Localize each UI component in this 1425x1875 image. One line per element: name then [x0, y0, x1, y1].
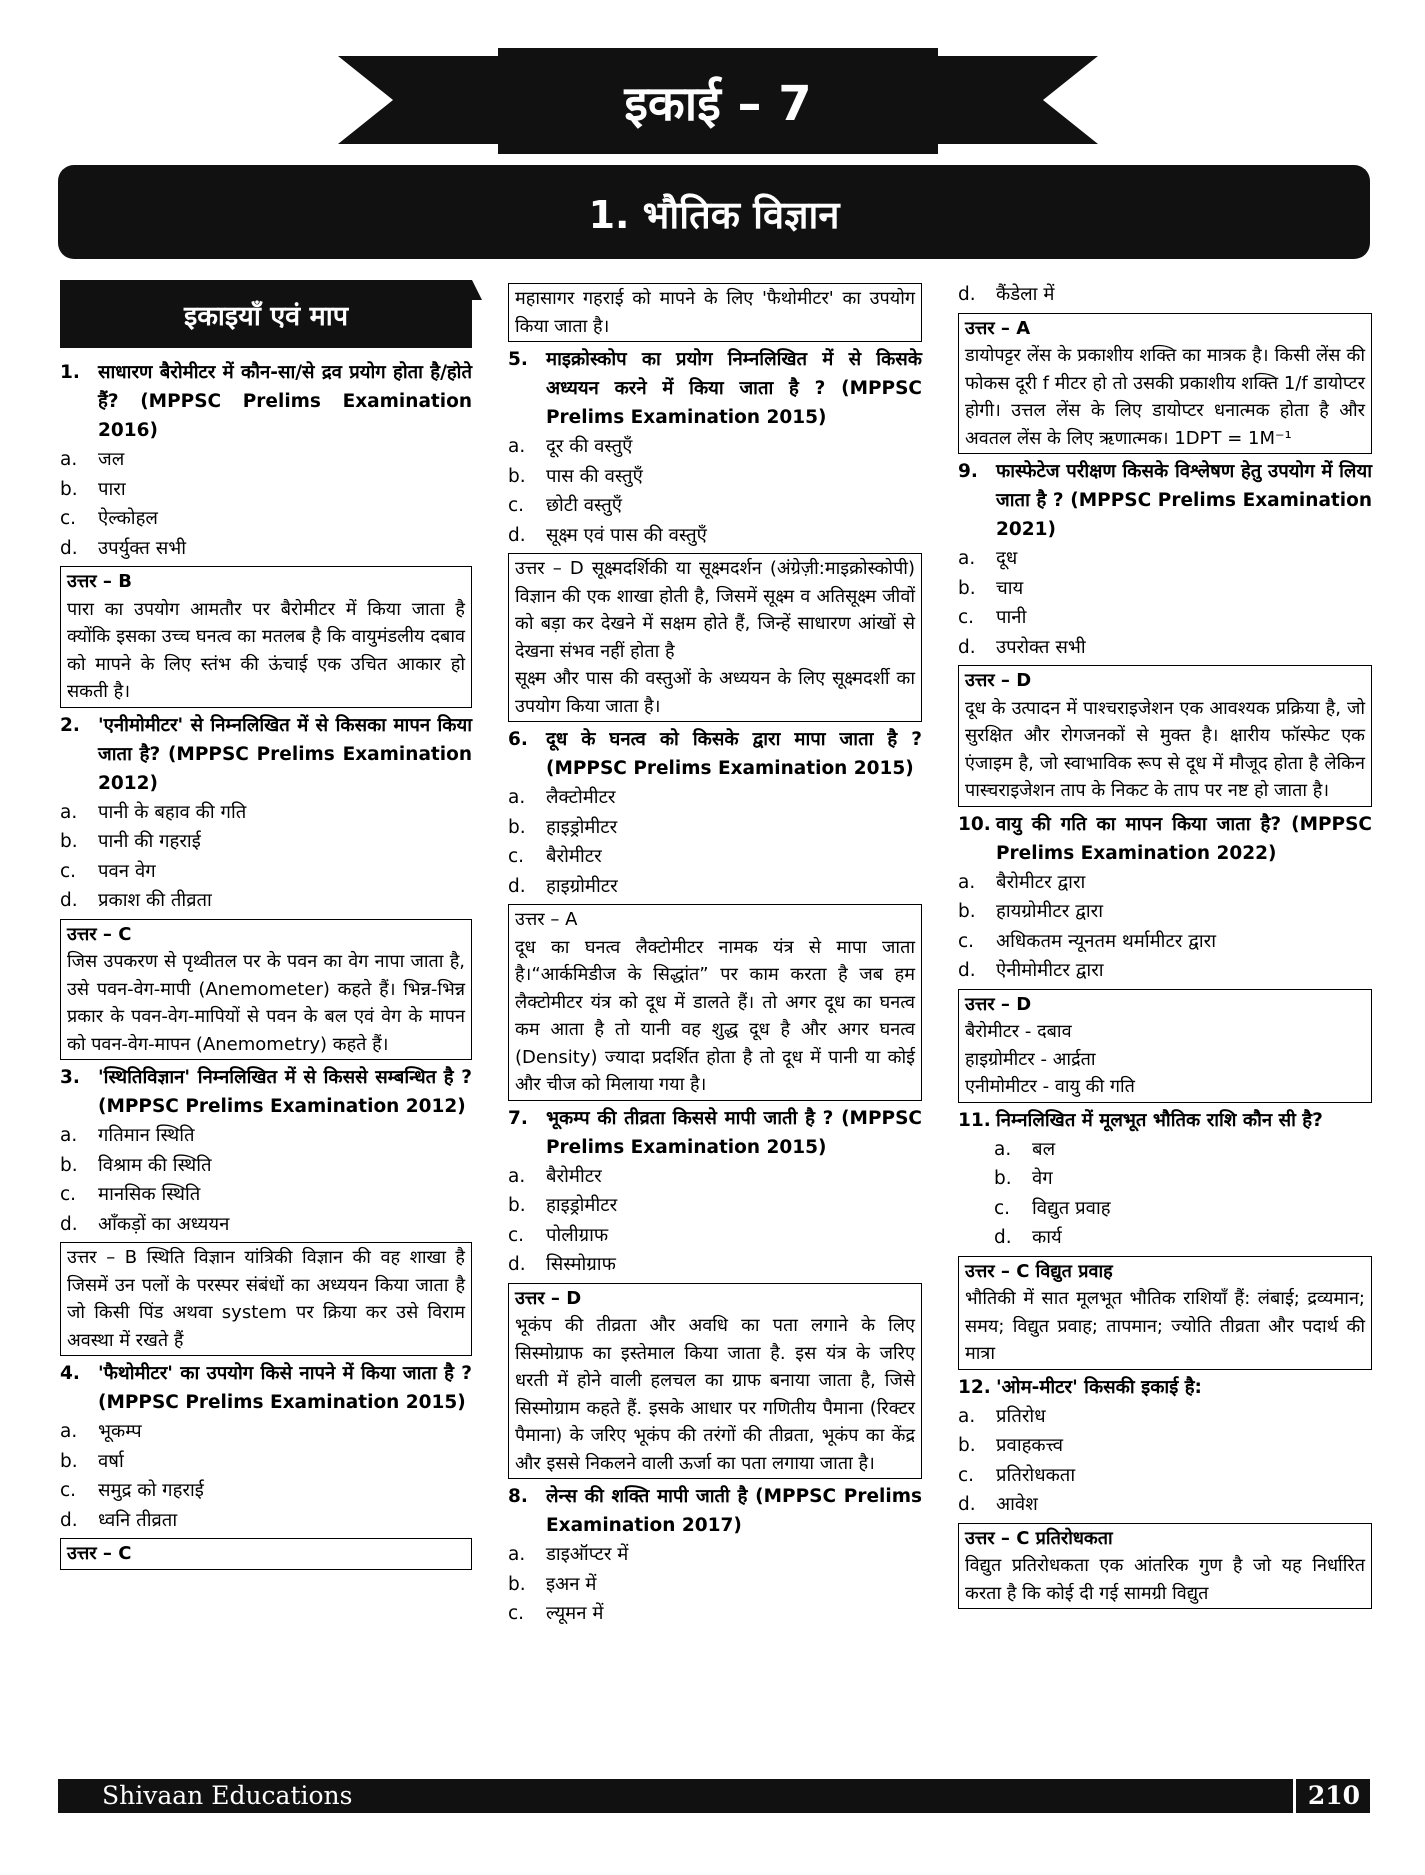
option-text: उपरोक्त सभी — [996, 636, 1086, 658]
option-letter: d. — [60, 1213, 78, 1235]
chapter-header — [58, 165, 1370, 259]
option — [60, 1476, 472, 1506]
option-letter: d. — [958, 636, 976, 658]
answer-label: उत्तर – B — [67, 571, 132, 592]
option-letter: d. — [958, 284, 976, 305]
answer-explanation: विद्युत प्रतिरोधकता एक आंतरिक गुण है जो यह निर्धारित करता है कि कोई दी गई सामग्री विद्युत — [965, 1555, 1365, 1604]
option — [958, 1402, 1372, 1432]
option-letter: b. — [508, 1195, 526, 1216]
option-text: चाय — [996, 577, 1024, 599]
question-text: साधारण बैरोमीटर में कौन-सा/से द्रव प्रयोग होता है/होते हैं? (MPPSC Prelims Examination 2016) — [98, 362, 472, 441]
option-letter: c. — [958, 930, 975, 952]
column-3 — [958, 280, 1372, 1612]
option-text: पानी की गहराई — [98, 831, 201, 852]
option-letter: a. — [60, 1421, 78, 1442]
option-text: पास की वस्तुएँ — [546, 465, 643, 487]
option — [508, 432, 922, 462]
option — [958, 1164, 1372, 1194]
option — [60, 475, 472, 505]
page-number: 210 — [1293, 1779, 1360, 1813]
option — [958, 1223, 1372, 1253]
option — [60, 504, 472, 534]
answer-label: उत्तर – D — [515, 1287, 582, 1309]
question-text: वायु की गति का मापन किया जाता है? (MPPSC Prelims Examination 2022) — [996, 813, 1372, 864]
option-text: जल — [98, 449, 125, 470]
answer-box-4 — [60, 1538, 472, 1570]
answer-explanation: पारा का उपयोग आमतौर पर बैरोमीटर में किया जाता है क्योंकि इसका उच्च घनत्व का मतलब है कि वायुमंडलीय दबाव को मापने के लिए स्तंभ की ऊंचाई एक उचित आकार हो सकती है। — [67, 598, 465, 702]
answer-explanation: सूक्ष्मदर्शिकी या सूक्ष्मदर्शन (अंग्रेज़ी:माइक्रोस्कोपी) विज्ञान की एक शाखा होती है, जिसमें सूक्ष्म व अतिसूक्ष्म जीवों को बड़ा कर देखने में सक्षम होते हैं, जिन्हें साधारण आंखों से देखना संभव नहीं होता है — [515, 558, 915, 662]
option — [60, 827, 472, 857]
answer-label: उत्तर – B — [67, 1247, 138, 1268]
option-letter: b. — [60, 1450, 78, 1472]
question-number: 9. — [958, 461, 978, 482]
option-letter: a. — [958, 871, 976, 893]
answer-label: उत्तर – C — [67, 1543, 132, 1564]
answer-box-2 — [60, 919, 472, 1061]
option-letter: c. — [508, 1603, 525, 1624]
option-letter: c. — [60, 1184, 77, 1205]
option — [508, 1250, 922, 1280]
option-letter: a. — [958, 548, 976, 569]
option-text: भूकम्प — [98, 1421, 142, 1442]
option — [60, 1506, 472, 1536]
option-text: कार्य — [1032, 1227, 1062, 1248]
answer-label: उत्तर – C विद्युत प्रवाह — [965, 1260, 1113, 1282]
option-letter: b. — [958, 1435, 976, 1456]
option-letter: c. — [60, 1480, 77, 1501]
question-number: 3. — [60, 1067, 80, 1088]
option-text: बैरोमीटर — [546, 846, 602, 867]
option-text: सूक्ष्म एवं पास की वस्तुएँ — [546, 524, 707, 546]
question-5 — [508, 345, 922, 432]
option-text: इअन में — [546, 1573, 597, 1595]
option-letter: b. — [60, 1154, 78, 1176]
option — [60, 445, 472, 475]
answer-explanation: महासागर गहराई को मापने के लिए 'फैथोमीटर' का उपयोग किया जाता है। — [515, 288, 915, 337]
chapter-title: 1. भौतिक विज्ञान — [588, 193, 840, 237]
option-letter: d. — [958, 1494, 976, 1515]
option-letter: a. — [508, 436, 526, 457]
option-text: मानसिक स्थिति — [98, 1184, 201, 1205]
option-text: पारा — [98, 478, 126, 500]
option — [958, 868, 1372, 898]
answer-explanation-2: सूक्ष्म और पास की वस्तुओं के अध्ययन के लिए सूक्ष्मदर्शी का उपयोग किया जाता है। — [515, 668, 915, 717]
option — [60, 534, 472, 564]
option — [60, 1210, 472, 1240]
option — [958, 1461, 1372, 1491]
question-text: लेन्स की शक्ति मापी जाती है (MPPSC Prelims Examination 2017) — [546, 1486, 922, 1536]
option-text: पोलीग्राफ — [546, 1224, 609, 1246]
question-11 — [958, 1106, 1372, 1135]
question-number: 8. — [508, 1486, 528, 1507]
option-letter: d. — [508, 875, 526, 897]
option-text: वर्षा — [98, 1450, 124, 1472]
option-text: आवेश — [996, 1494, 1038, 1515]
question-number: 2. — [60, 714, 80, 736]
option — [60, 886, 472, 916]
answer-box-5 — [508, 553, 922, 722]
option-text: विद्युत प्रवाह — [1032, 1197, 1111, 1219]
option-text: बैरोमीटर द्वारा — [996, 871, 1086, 893]
option-text: छोटी वस्तुएँ — [546, 495, 623, 516]
option-letter: a. — [60, 449, 78, 470]
answer-explanation: भौतिकी में सात मूलभूत भौतिक राशियाँ हैं: लंबाई; द्रव्यमान; समय; विद्युत प्रवाह; तापमान; ज्योति तीव्रता और पदार्थ की मात्रा — [965, 1288, 1365, 1364]
option-letter: c. — [958, 607, 975, 628]
option-letter: c. — [508, 1224, 525, 1246]
option — [958, 1135, 1372, 1165]
option — [958, 927, 1372, 957]
question-number: 10. — [958, 813, 991, 835]
answer-explanation: भूकंप की तीव्रता और अवधि का पता लगाने के लिए सिस्मोग्राफ का इस्तेमाल किया जाता है. इस यंत्र के जरिए धरती में होने वाली हलचल का ग्राफ बनाया जाता है, जिसे सिस्मोग्राम कहते हैं. इसके आधार पर गणितीय पैमाना (रिक्टर पैमाना) के जरिए भूकंप की तरंगों की तीव्रता, भूकंप का केंद्र और इससे निकलने वाली ऊर्जा का पता लगाया जाता है। — [515, 1315, 915, 1474]
question-text: 'ओम-मीटर' किसकी इकाई है: — [996, 1376, 1202, 1398]
option-text: आँकड़ों का अध्ययन — [98, 1213, 230, 1235]
option — [958, 633, 1372, 663]
option — [60, 857, 472, 887]
unit-title: इकाई – 7 — [624, 76, 812, 132]
answer-label: उत्तर – A — [965, 317, 1031, 339]
option-letter: b. — [508, 1573, 526, 1595]
option-letter: d. — [508, 524, 526, 546]
option-text: पानी — [996, 607, 1027, 628]
option-text: लैक्टोमीटर — [546, 787, 616, 808]
option-letter: d. — [508, 1254, 526, 1275]
question-8 — [508, 1482, 922, 1540]
option — [508, 462, 922, 492]
question-2 — [60, 711, 472, 798]
option-text: प्रतिरोध — [996, 1405, 1046, 1427]
option — [60, 1447, 472, 1477]
answer-label: उत्तर – C — [67, 923, 132, 945]
option-letter: a. — [994, 1138, 1012, 1160]
option-text: हाइड्रोमीटर — [546, 816, 618, 838]
answer-box-11 — [958, 1256, 1372, 1370]
option — [508, 783, 922, 813]
option-letter: b. — [60, 831, 78, 852]
option-text: सिस्मोग्राफ — [546, 1254, 616, 1275]
answer-explanation: स्थिति विज्ञान यांत्रिकी विज्ञान की वह शाखा है जिसमें उन पलों के परस्पर संबंधों का अध्ययन किया जाता है जो किसी पिंड अथवा system पर क्रिया कर उसे विराम अवस्था में रखते हैं — [67, 1247, 465, 1351]
answer-explanation: दूध का घनत्व लैक्टोमीटर नामक यंत्र से मापा जाता है।“आर्कमिडीज के सिद्धांत” पर काम करता है जब हम लैक्टोमीटर यंत्र को दूध में डालते हैं। तो अगर दूध का घनत्व कम आता है तो यानी वह शुद्ध दूध है और अगर घनत्व (Density) ज्यादा प्रदर्शित होता है तो दूध में पानी या कोई और चीज को मिलाया गया है। — [515, 936, 915, 1095]
option-text: दूर की वस्तुएँ — [546, 436, 633, 457]
option-text: ल्यूमन में — [546, 1603, 604, 1624]
question-9 — [958, 457, 1372, 544]
option-text: विश्राम की स्थिति — [98, 1154, 212, 1176]
option — [958, 1490, 1372, 1520]
answer-box-8 — [958, 313, 1372, 455]
answer-label: उत्तर – C प्रतिरोधकता — [965, 1527, 1113, 1549]
option-letter: d. — [60, 1509, 78, 1531]
option-text: पानी के बहाव की गति — [98, 801, 247, 823]
question-text: दूध के घनत्व को किसके द्वारा मापा जाता है ? (MPPSC Prelims Examination 2015) — [546, 729, 922, 779]
option-letter: b. — [958, 901, 976, 922]
option-text: दूध — [996, 548, 1018, 569]
option-text: उपर्युक्त सभी — [98, 537, 187, 559]
question-number: 5. — [508, 349, 528, 370]
option-letter: b. — [958, 577, 976, 599]
question-number: 12. — [958, 1376, 991, 1398]
column-1 — [60, 280, 472, 1573]
answer-label: उत्तर – D — [965, 670, 1032, 691]
option-text: ऐल्कोहल — [98, 508, 158, 529]
option-text: हाइड्रोमीटर — [546, 1195, 618, 1216]
option — [60, 1121, 472, 1151]
question-number: 11. — [958, 1109, 991, 1131]
option — [958, 1194, 1372, 1224]
answer-box-12 — [958, 1523, 1372, 1610]
option-letter: c. — [994, 1197, 1011, 1219]
question-6 — [508, 725, 922, 783]
option-text: बल — [1032, 1138, 1056, 1160]
question-text: भूकम्प की तीव्रता किससे मापी जाती है ? (MPPSC Prelims Examination 2015) — [546, 1107, 922, 1158]
answer-box-1 — [60, 566, 472, 708]
answer-box-9 — [958, 665, 1372, 807]
options-indented — [958, 1135, 1372, 1253]
option — [508, 1162, 922, 1192]
answer-explanation: डायोपट्टर लेंस के प्रकाशीय शक्ति का मात्रक है। किसी लेंस की फोकस दूरी f मीटर हो तो उसकी प्रकाशीय शक्ति 1/f डायोप्टर होगी। उत्तल लेंस के लिए डायोप्टर धनात्मक होता है और अवतल लेंस के लिए ऋणात्मक। 1DPT = 1M⁻¹ — [965, 345, 1365, 449]
option-text: गतिमान स्थिति — [98, 1125, 195, 1146]
option — [958, 897, 1372, 927]
answer-line: एनीमोमीटर - वायु की गति — [965, 1076, 1135, 1097]
answer-label: उत्तर – D — [965, 993, 1032, 1015]
question-text: 'फैथोमीटर' का उपयोग किसे नापने में किया जाता है ? (MPPSC Prelims Examination 2015) — [98, 1363, 472, 1413]
option — [60, 1180, 472, 1210]
option-text: पवन वेग — [98, 860, 156, 882]
option-letter: a. — [958, 1405, 976, 1427]
option-letter: d. — [958, 960, 976, 981]
question-4 — [60, 1359, 472, 1417]
option-letter: b. — [508, 816, 526, 838]
option-letter: a. — [508, 787, 526, 808]
option-text: प्रवाहकत्त्व — [996, 1435, 1064, 1456]
option-letter: c. — [60, 508, 77, 529]
option-letter: c. — [958, 1464, 975, 1486]
option-letter: d. — [60, 537, 78, 559]
question-3 — [60, 1063, 472, 1121]
answer-explanation: दूध के उत्पादन में पाश्चराइजेशन एक आवश्यक प्रक्रिया है, जो सुरक्षित और रोगजनकों से मुक्त है। क्षारीय फॉस्फेट एक एंजाइम है, जो स्वाभाविक रूप से दूध में मौजूद होता है लेकिन पास्चराइजेशन ताप के निकट के ताप पर नष्ट हो जाता है। — [965, 697, 1365, 801]
column-2 — [508, 280, 922, 1629]
option-text: हायग्रोमीटर द्वारा — [996, 901, 1103, 922]
option-letter: d. — [60, 890, 78, 911]
answer-box-6 — [508, 904, 922, 1101]
option — [508, 521, 922, 551]
option-letter: b. — [994, 1168, 1012, 1189]
answer-line: हाइग्रोमीटर - आर्द्रता — [965, 1048, 1096, 1070]
option — [508, 1570, 922, 1600]
option-letter: a. — [60, 1125, 78, 1146]
answer-label: उत्तर – D — [515, 558, 584, 579]
option — [508, 842, 922, 872]
option-text: बैरोमीटर — [546, 1165, 602, 1187]
option — [958, 280, 1372, 310]
question-number: 7. — [508, 1107, 528, 1129]
option-letter: d. — [994, 1227, 1012, 1248]
question-text: माइक्रोस्कोप का प्रयोग निम्नलिखित में से किसके अध्ययन करने में किया जाता है ? (MPPSC Prelims Examination 2015) — [546, 349, 922, 428]
option — [508, 872, 922, 902]
option-text: कैंडेला में — [996, 284, 1055, 305]
question-text: फास्फेटेज परीक्षण किसके विश्लेषण हेतु उपयोग में लिया जाता है ? (MPPSC Prelims Examination 2021) — [996, 461, 1372, 540]
option-text: ध्वनि तीव्रता — [98, 1509, 178, 1531]
option — [60, 798, 472, 828]
question-text: 'एनीमोमीटर' से निम्नलिखित में से किसका मापन किया जाता है? (MPPSC Prelims Examination 2012) — [98, 714, 472, 794]
unit-banner — [338, 48, 1098, 160]
option — [60, 1151, 472, 1181]
answer-box-10 — [958, 989, 1372, 1103]
question-10 — [958, 810, 1372, 868]
option-letter: a. — [60, 801, 78, 823]
option — [958, 603, 1372, 633]
option-text: समुद्र को गहराई — [98, 1480, 204, 1501]
option — [508, 491, 922, 521]
option-text: ऐनीमोमीटर द्वारा — [996, 960, 1104, 981]
option-letter: b. — [508, 465, 526, 487]
option — [958, 1431, 1372, 1461]
option-letter: c. — [508, 495, 525, 516]
question-number: 4. — [60, 1363, 80, 1384]
option-text: प्रतिरोधकता — [996, 1464, 1076, 1486]
answer-box-3 — [60, 1242, 472, 1356]
option — [508, 1221, 922, 1251]
option — [958, 574, 1372, 604]
option — [60, 1417, 472, 1447]
footer-brand: Shivaan Educations — [102, 1781, 353, 1810]
option — [508, 1191, 922, 1221]
option-text: डाइऑप्टर में — [546, 1544, 629, 1565]
answer-explanation: जिस उपकरण से पृथ्वीतल पर के पवन का वेग नापा जाता है, उसे पवन-वेग-मापी (Anemometer) कहते हैं। भिन्न-भिन्न प्रकार के पवन-वेग-मापियों से पवन के बल एवं वेग के मापन को पवन-वेग-मापन (Anemometry) कहते हैं। — [67, 951, 465, 1055]
option — [508, 813, 922, 843]
answer-line: बैरोमीटर - दबाव — [965, 1021, 1072, 1042]
footer-bar — [58, 1779, 1370, 1813]
option-letter: b. — [60, 478, 78, 500]
option — [508, 1540, 922, 1570]
answer-box-4-continued — [508, 283, 922, 342]
option-text: अधिकतम न्यूनतम थर्मामीटर द्वारा — [996, 930, 1217, 952]
question-number: 1. — [60, 362, 80, 383]
section-heading: इकाइयाँ एवं माप — [60, 280, 472, 348]
option-letter: c. — [508, 846, 525, 867]
option — [508, 1599, 922, 1629]
option-text: हाइग्रोमीटर — [546, 875, 618, 897]
option — [958, 956, 1372, 986]
option-letter: a. — [508, 1544, 526, 1565]
answer-box-7 — [508, 1283, 922, 1480]
option — [958, 544, 1372, 574]
option-text: प्रकाश की तीव्रता — [98, 890, 212, 911]
option-letter: c. — [60, 860, 77, 882]
answer-label: उत्तर – A — [515, 909, 578, 930]
question-12 — [958, 1373, 1372, 1402]
question-text: 'स्थितिविज्ञान' निम्नलिखित में से किससे सम्बन्धित है ? (MPPSC Prelims Examination 2012) — [98, 1067, 472, 1117]
question-7 — [508, 1104, 922, 1162]
question-text: निम्नलिखित में मूलभूत भौतिक राशि कौन सी है? — [996, 1109, 1323, 1131]
option-text: वेग — [1032, 1168, 1053, 1189]
question-number: 6. — [508, 729, 528, 750]
option-letter: a. — [508, 1165, 526, 1187]
question-1 — [60, 358, 472, 445]
